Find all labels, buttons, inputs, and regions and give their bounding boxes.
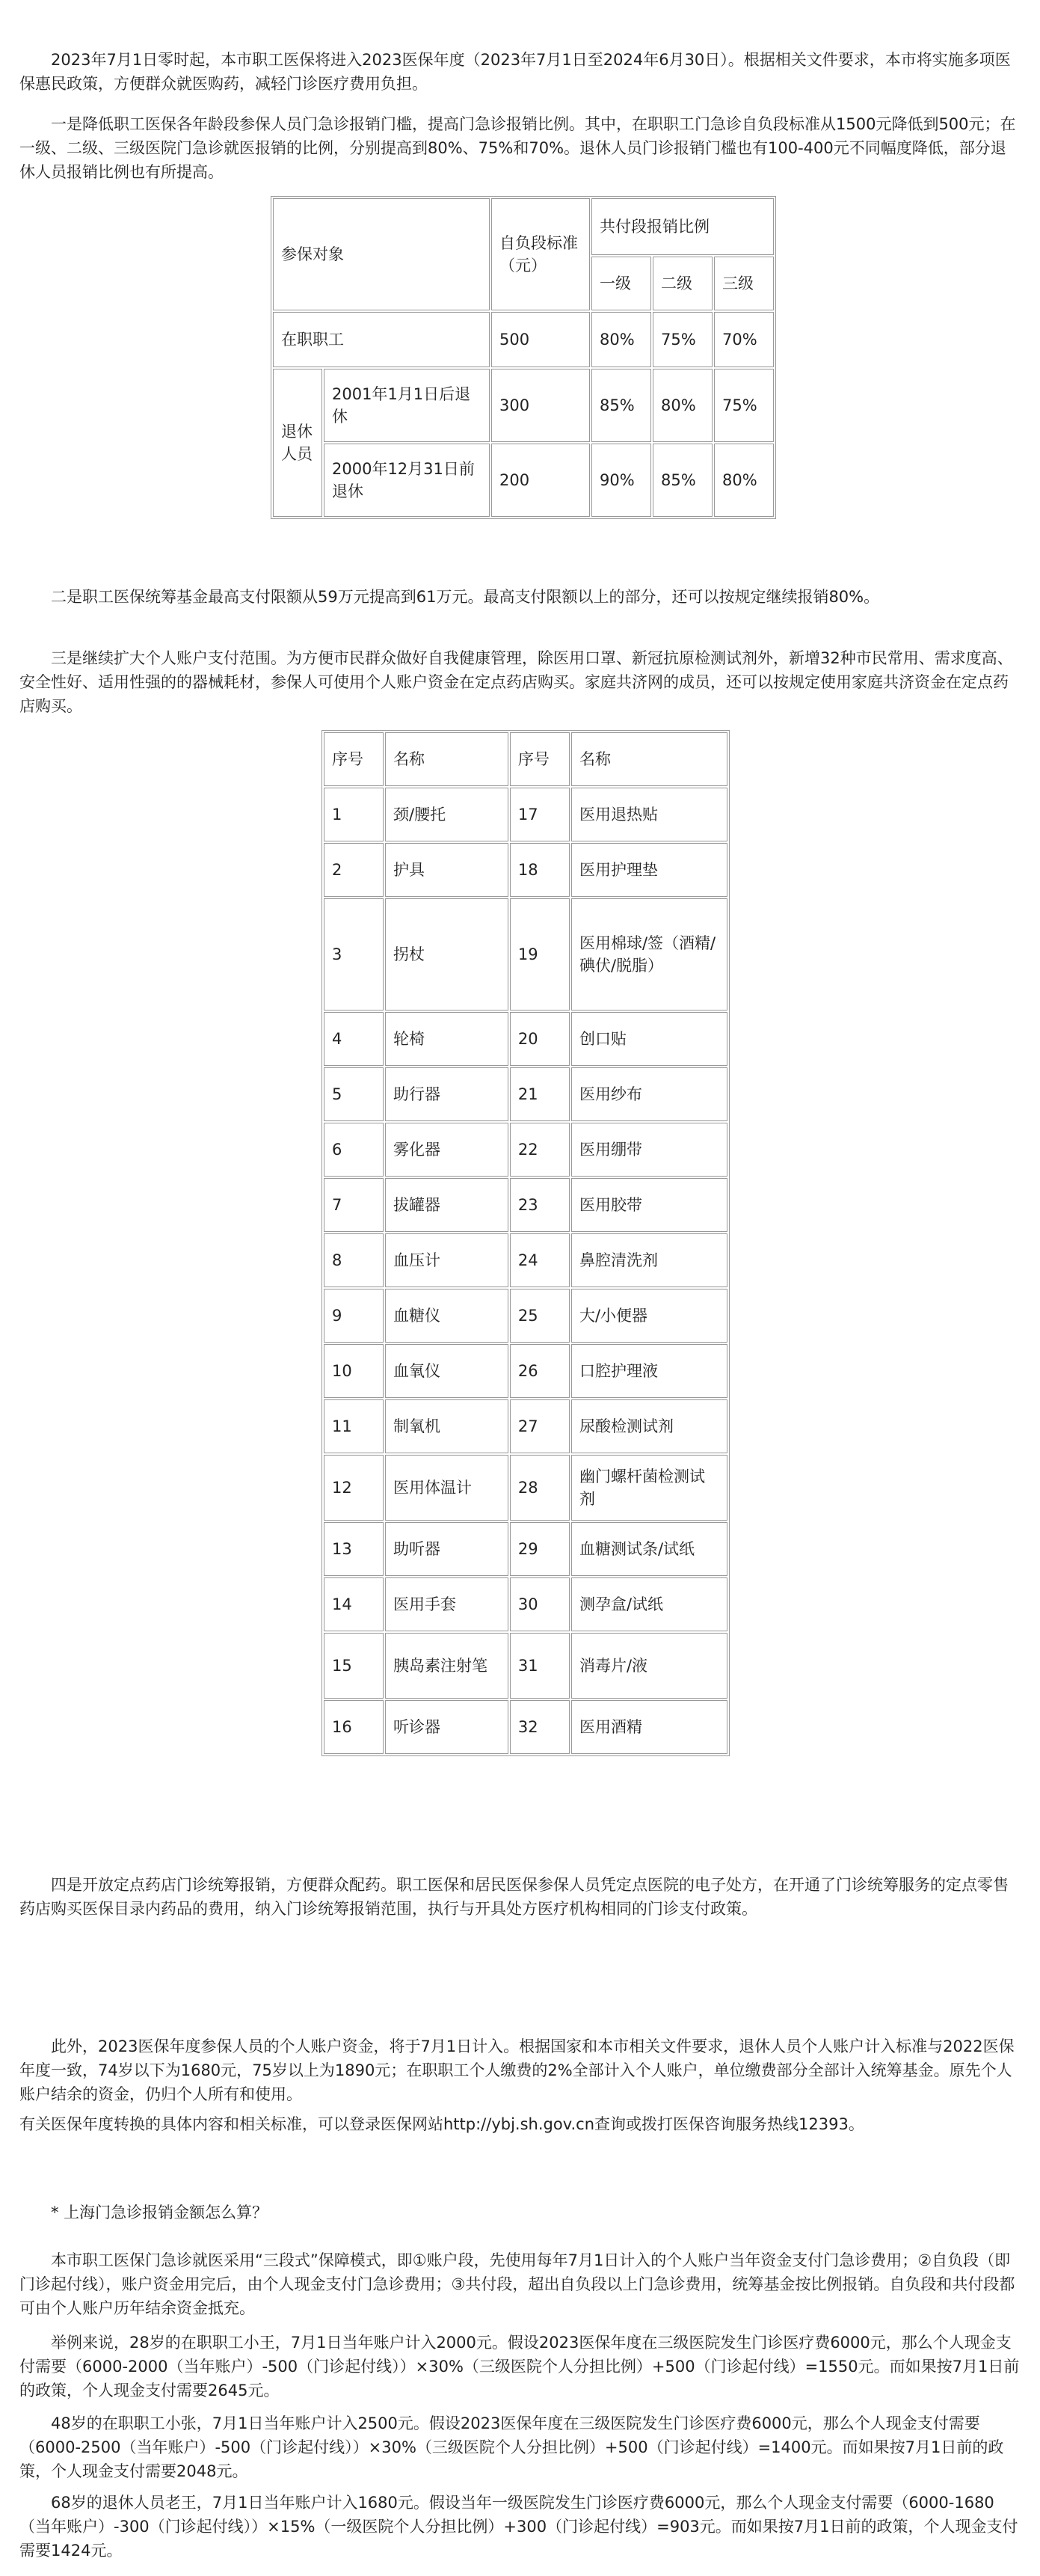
item-number: 3 (324, 898, 384, 1011)
item-number: 7 (324, 1178, 384, 1232)
item-name: 血氧仪 (385, 1344, 508, 1398)
table-row (324, 1289, 727, 1343)
item-number: 29 (510, 1522, 570, 1576)
table-row (324, 1233, 727, 1287)
row-retired: 退休人员 (273, 369, 322, 517)
row-retired-before-2000: 2000年12月31日前退休 (324, 444, 490, 517)
item-number: 14 (324, 1577, 384, 1631)
item-name: 医用体温计 (385, 1455, 508, 1521)
item-name: 口腔护理液 (571, 1344, 727, 1398)
item-name: 医用纱布 (571, 1067, 727, 1121)
item-name: 医用退热贴 (571, 788, 727, 841)
cell-ratio: 80% (653, 369, 713, 442)
cell-standard: 500 (491, 312, 590, 367)
item-number: 12 (324, 1455, 384, 1521)
row-employee: 在职职工 (273, 312, 490, 367)
cell-ratio: 90% (591, 444, 651, 517)
paragraph-example-3: 68岁的退休人员老王，7月1日当年账户计入1680元。假设当年一级医院发生门诊医疗费6000元，那么个人现金支付需要（6000-1680（当年账户）-300（门诊起付线））×15%（一级医院个人分担比例）+300（门诊起付线）=903元。而如果按7月1日前的政策，个人现金支付需要1424元。 (19, 2494, 1018, 2560)
item-name: 鼻腔清洗剂 (571, 1233, 727, 1287)
header-level-2: 二级 (653, 257, 713, 310)
item-name: 消毒片/液 (571, 1633, 727, 1699)
item-number: 18 (510, 843, 570, 897)
item-number: 1 (324, 788, 384, 841)
table-row (324, 1522, 727, 1576)
item-number: 8 (324, 1233, 384, 1287)
table-row (324, 1633, 727, 1699)
item-number: 10 (324, 1344, 384, 1398)
item-number: 19 (510, 898, 570, 1011)
item-name: 尿酸检测试剂 (571, 1399, 727, 1453)
item-name: 拐杖 (385, 898, 508, 1011)
cell-ratio: 75% (653, 312, 713, 367)
item-name: 血糖仪 (385, 1289, 508, 1343)
item-number: 23 (510, 1178, 570, 1232)
paragraph-point-3: 三是继续扩大个人账户支付范围。为方便市民群众做好自我健康管理，除医用口罩、新冠抗原检测试剂外，新增32种市民常用、需求度高、安全性好、适用性强的的器械耗材，参保人可使用个人账户资金在定点药店购买。家庭共济网的成员，还可以按规定使用家庭共济资金在定点药店购买。 (19, 649, 1013, 715)
cell-ratio: 85% (591, 369, 651, 442)
table-row (324, 1012, 727, 1066)
item-name: 医用护理垫 (571, 843, 727, 897)
item-name: 血糖测试条/试纸 (571, 1522, 727, 1576)
item-name: 助行器 (385, 1067, 508, 1121)
paragraph-example-2: 48岁的在职职工小张，7月1日当年账户计入2500元。假设2023医保年度在三级医院发生门诊医疗费6000元，那么个人现金支付需要（6000-2500（当年账户）-500（门诊起付线））×30%（三级医院个人分担比例）+500（门诊起付线）=1400元。而如果按7月1日前的政策，个人现金支付需要2048元。 (19, 2414, 1004, 2480)
header-no: 序号 (324, 732, 384, 786)
table-row (324, 1399, 727, 1453)
paragraph-contact: 有关医保年度转换的具体内容和相关标准，可以登录医保网站http://ybj.sh.gov.cn查询或拨打医保咨询服务热线12393。 (19, 2115, 864, 2133)
paragraph-example-1: 举例来说，28岁的在职职工小王，7月1日当年账户计入2000元。假设2023医保年度在三级医院发生门诊医疗费6000元，那么个人现金支付需要（6000-2000（当年账户）-500（门诊起付线））×30%（三级医院个人分担比例）+500（门诊起付线）=1550元。而如果按7月1日前的政策，个人现金支付需要2645元。 (19, 2334, 1020, 2399)
item-number: 32 (510, 1700, 570, 1754)
item-name: 医用酒精 (571, 1700, 727, 1754)
header-standard: 自负段标准（元） (491, 198, 590, 310)
item-number: 28 (510, 1455, 570, 1521)
item-number: 26 (510, 1344, 570, 1398)
item-number: 9 (324, 1289, 384, 1343)
item-number: 22 (510, 1123, 570, 1177)
item-number: 13 (324, 1522, 384, 1576)
item-name: 雾化器 (385, 1123, 508, 1177)
item-number: 30 (510, 1577, 570, 1631)
item-name: 医用手套 (385, 1577, 508, 1631)
reimbursement-table (271, 196, 776, 519)
table-row (324, 1577, 727, 1631)
table-row (324, 1178, 727, 1232)
table-row (324, 1067, 727, 1121)
item-name: 医用绷带 (571, 1123, 727, 1177)
row-retired-after-2001: 2001年1月1日后退休 (324, 369, 490, 442)
item-number: 4 (324, 1012, 384, 1066)
item-number: 27 (510, 1399, 570, 1453)
cell-standard: 200 (491, 444, 590, 517)
item-name: 颈/腰托 (385, 788, 508, 841)
section-heading: * 上海门急诊报销金额怎么算？ (51, 2204, 268, 2221)
cell-ratio: 75% (714, 369, 774, 442)
paragraph-point-2: 二是职工医保统筹基金最高支付限额从59万元提高到61万元。最高支付限额以上的部分，还可以按规定继续报销80%。 (51, 588, 880, 606)
header-name: 名称 (571, 732, 727, 786)
cell-ratio: 80% (714, 444, 774, 517)
table-row (324, 1344, 727, 1398)
item-number: 11 (324, 1399, 384, 1453)
item-number: 17 (510, 788, 570, 841)
items-table (321, 730, 730, 1756)
item-name: 幽门螺杆菌检测试剂 (571, 1455, 727, 1521)
paragraph-intro: 2023年7月1日零时起，本市职工医保将进入2023医保年度（2023年7月1日至2024年6月30日）。根据相关文件要求，本市将实施多项医保惠民政策，方便群众就医购药，减轻门诊医疗费用负担。 (19, 51, 1011, 93)
cell-ratio: 80% (591, 312, 651, 367)
item-name: 轮椅 (385, 1012, 508, 1066)
table-row (324, 1455, 727, 1521)
item-name: 血压计 (385, 1233, 508, 1287)
header-name: 名称 (385, 732, 508, 786)
table-row (324, 1123, 727, 1177)
table-row (324, 843, 727, 897)
table-row (324, 788, 727, 841)
paragraph-point-1: 一是降低职工医保各年龄段参保人员门急诊报销门槛，提高门急诊报销比例。其中，在职职工门急诊自负段标准从1500元降低到500元；在一级、二级、三级医院门急诊就医报销的比例，分别提高到80%、75%和70%。退休人员门诊报销门槛也有100-400元不同幅度降低，部分退休人员报销比例也有所提高。 (19, 115, 1016, 181)
item-number: 20 (510, 1012, 570, 1066)
header-target: 参保对象 (273, 198, 490, 310)
item-number: 25 (510, 1289, 570, 1343)
item-name: 拔罐器 (385, 1178, 508, 1232)
paragraph-three-stage: 本市职工医保门急诊就医采用“三段式”保障模式，即①账户段，先使用每年7月1日计入的个人账户当年资金支付门急诊费用；②自负段（即门诊起付线），账户资金用完后，由个人现金支付门急诊费用；③共付段，超出自负段以上门急诊费用，统筹基金按比例报销。自负段和共付段都可由个人账户历年结余资金抵充。 (19, 2251, 1015, 2317)
header-no: 序号 (510, 732, 570, 786)
item-number: 5 (324, 1067, 384, 1121)
item-number: 21 (510, 1067, 570, 1121)
item-name: 助听器 (385, 1522, 508, 1576)
item-number: 16 (324, 1700, 384, 1754)
item-name: 医用胶带 (571, 1178, 727, 1232)
item-name: 测孕盒/试纸 (571, 1577, 727, 1631)
item-name: 听诊器 (385, 1700, 508, 1754)
header-ratio: 共付段报销比例 (591, 198, 774, 255)
cell-standard: 300 (491, 369, 590, 442)
item-number: 2 (324, 843, 384, 897)
item-number: 15 (324, 1633, 384, 1699)
header-level-1: 一级 (591, 257, 651, 310)
paragraph-additional: 此外，2023医保年度参保人员的个人账户资金，将于7月1日计入。根据国家和本市相关文件要求，退休人员个人账户计入标准与2022医保年度一致，74岁以下为1680元，75岁以上为1890元；在职职工个人缴费的2%全部计入个人账户，单位缴费部分全部计入统筹基金。原先个人账户结余的资金，仍归个人所有和使用。 (19, 2037, 1015, 2103)
item-name: 护具 (385, 843, 508, 897)
item-name: 胰岛素注射笔 (385, 1633, 508, 1699)
item-name: 创口贴 (571, 1012, 727, 1066)
paragraph-point-4: 四是开放定点药店门诊统筹报销，方便群众配药。职工医保和居民医保参保人员凭定点医院的电子处方，在开通了门诊统筹服务的定点零售药店购买医保目录内药品的费用，纳入门诊统筹报销范围，执行与开具处方医疗机构相同的门诊支付政策。 (19, 1876, 1009, 1918)
table-row (324, 898, 727, 1011)
item-number: 24 (510, 1233, 570, 1287)
cell-ratio: 70% (714, 312, 774, 367)
item-number: 6 (324, 1123, 384, 1177)
item-name: 医用棉球/签（酒精/碘伏/脱脂） (571, 898, 727, 1011)
item-number: 31 (510, 1633, 570, 1699)
item-name: 大/小便器 (571, 1289, 727, 1343)
table-row (324, 1700, 727, 1754)
cell-ratio: 85% (653, 444, 713, 517)
header-level-3: 三级 (714, 257, 774, 310)
item-name: 制氧机 (385, 1399, 508, 1453)
